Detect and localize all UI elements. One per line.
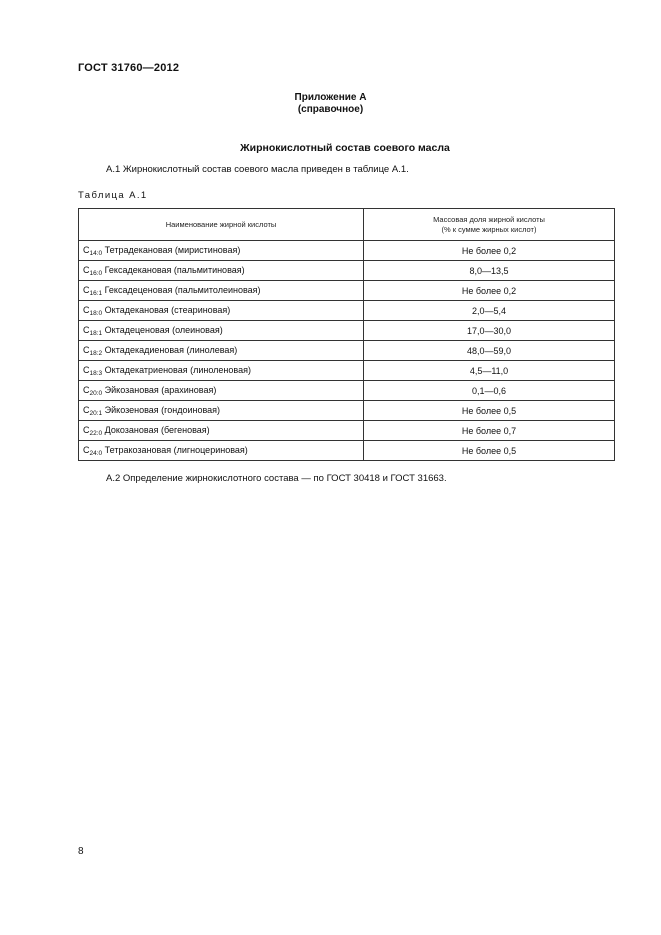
acid-name-cell — [79, 421, 364, 441]
acid-name-cell — [79, 381, 364, 401]
acid-name: Октадеценовая (олеиновая) — [102, 324, 223, 335]
table-row — [79, 341, 615, 361]
table-row — [79, 401, 615, 421]
paragraph-a1: А.1 Жирнокислотный состав соевого масла приведен в таблице А.1. — [106, 164, 409, 175]
acid-name-cell — [79, 261, 364, 281]
acid-name-cell — [79, 441, 364, 461]
fatty-acid-table — [78, 208, 615, 461]
table-row — [79, 301, 615, 321]
acid-name-cell — [79, 341, 364, 361]
acid-name: Гексадекановая (пальмитиновая) — [102, 264, 245, 275]
acid-name-cell — [79, 281, 364, 301]
acid-symbol: C — [83, 324, 90, 335]
acid-symbol: C — [83, 444, 90, 455]
acid-symbol: C — [83, 424, 90, 435]
mass-fraction-cell: Не более 0,2 — [364, 241, 615, 261]
acid-symbol: C — [83, 384, 90, 395]
mass-fraction-cell: 48,0—59,0 — [364, 341, 615, 361]
appendix-title: Приложение А — [294, 92, 367, 103]
column-header-mass-fraction-line1: Массовая доля жирной кислоты — [433, 214, 545, 224]
table-row — [79, 441, 615, 461]
document-header: ГОСТ 31760—2012 — [78, 62, 180, 74]
acid-name: Гексадеценовая (пальмитолеиновая) — [102, 284, 261, 295]
table-body — [79, 241, 615, 461]
mass-fraction-cell: Не более 0,7 — [364, 421, 615, 441]
mass-fraction-cell: Не более 0,2 — [364, 281, 615, 301]
acid-carbon-index: 18:0 — [89, 309, 103, 317]
acid-carbon-index: 20:1 — [89, 409, 103, 417]
table-row — [79, 361, 615, 381]
acid-carbon-index: 16:1 — [89, 289, 103, 297]
column-header-mass-fraction-line2: (% к сумме жирных кислот) — [441, 224, 537, 234]
table-row — [79, 261, 615, 281]
mass-fraction-cell: 17,0—30,0 — [364, 321, 615, 341]
acid-carbon-index: 20:0 — [89, 389, 103, 397]
paragraph-a2: А.2 Определение жирнокислотного состава — по ГОСТ 30418 и ГОСТ 31663. — [106, 473, 447, 484]
acid-name: Тетрадекановая (миристиновая) — [102, 244, 241, 255]
acid-carbon-index: 22:0 — [89, 429, 103, 437]
table-row — [79, 421, 615, 441]
acid-carbon-index: 16:0 — [89, 269, 103, 277]
mass-fraction-cell: 4,5—11,0 — [364, 361, 615, 381]
acid-symbol: C — [83, 244, 90, 255]
page-number: 8 — [78, 846, 84, 857]
table-row — [79, 241, 615, 261]
table-header-row — [79, 209, 615, 241]
acid-carbon-index: 24:0 — [89, 449, 103, 457]
mass-fraction-cell: 8,0—13,5 — [364, 261, 615, 281]
acid-symbol: C — [83, 364, 90, 375]
acid-name: Тетракозановая (лигноцериновая) — [102, 444, 248, 455]
acid-symbol: C — [83, 404, 90, 415]
acid-name-cell — [79, 401, 364, 421]
acid-name-cell — [79, 301, 364, 321]
mass-fraction-cell: Не более 0,5 — [364, 441, 615, 461]
acid-symbol: C — [83, 344, 90, 355]
mass-fraction-cell: Не более 0,5 — [364, 401, 615, 421]
acid-name: Эйкозеновая (гондоиновая) — [102, 404, 221, 415]
appendix-note: (справочное) — [297, 104, 364, 115]
table-row — [79, 281, 615, 301]
mass-fraction-cell: 0,1—0,6 — [364, 381, 615, 401]
acid-symbol: C — [83, 304, 90, 315]
acid-carbon-index: 18:1 — [89, 329, 103, 337]
acid-name: Докозановая (бегеновая) — [102, 424, 210, 435]
acid-carbon-index: 18:3 — [89, 369, 103, 377]
acid-name: Октадекатриеновая (линоленовая) — [102, 364, 251, 375]
acid-symbol: C — [83, 264, 90, 275]
table-row — [79, 381, 615, 401]
section-title: Жирнокислотный состав соевого масла — [240, 142, 450, 154]
acid-symbol: C — [83, 284, 90, 295]
acid-name: Эйкозановая (арахиновая) — [102, 384, 217, 395]
acid-name: Октадекановая (стеариновая) — [102, 304, 231, 315]
column-header-name: Наименование жирной кислоты — [79, 209, 364, 241]
table-caption: Таблица А.1 — [78, 190, 148, 201]
acid-carbon-index: 14:0 — [89, 249, 103, 257]
acid-carbon-index: 18:2 — [89, 349, 103, 357]
mass-fraction-cell: 2,0—5,4 — [364, 301, 615, 321]
acid-name-cell — [79, 361, 364, 381]
acid-name-cell — [79, 321, 364, 341]
column-header-mass-fraction — [364, 209, 615, 241]
acid-name: Октадекадиеновая (линолевая) — [102, 344, 238, 355]
acid-name-cell — [79, 241, 364, 261]
table-row — [79, 321, 615, 341]
